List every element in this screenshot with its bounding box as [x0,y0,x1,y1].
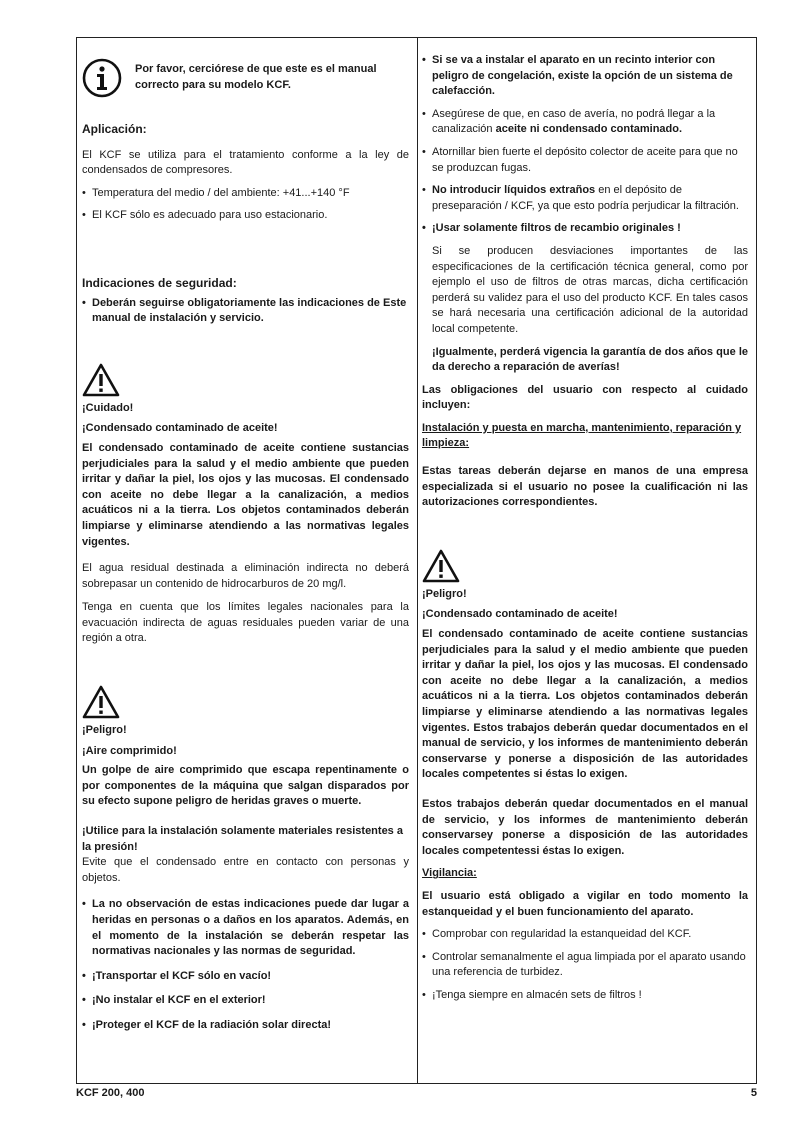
info-text: Por favor, cerciórese de que este es el manual correcto para su modelo KCF. [135,63,377,91]
caution-text: El condensado contaminado de aceite contiene sustancias perjudiciales para la salud y el medio ambiente que pueden irritar y dañar la piel, los ojos y las mucosas. El condensado con aceite no debe llegar a la canalización, a medios acuáticos ni a la tierra. Los objetos contaminados deberán limpiarse y eliminarse atendiendo a las normativas legales vigentes. [82,441,409,548]
left-column [82,40,409,1034]
danger-subtitle-right: ¡Condensado contaminado de aceite! [422,608,618,621]
surveillance-heading: Vigilancia: [422,867,477,880]
bullet-exterior: • ¡No instalar el KCF en el exterior! [82,993,409,1009]
danger-subtitle: ¡Aire comprimido! [82,744,177,757]
waste-water-text: El agua residual destinada a eliminación indirecta no deberá sobrepasar un contenido de hidrocarburos de 20 mg/l. [82,562,409,590]
bullet-non-observation: • La no observación de estas indicaciones puede dar lugar a heridas en personas o a daños en los aparatos. Además, en el momento de la instalación se deberán respetar las normativas nacionales y las normas de seguridad. [82,897,409,959]
application-heading: Aplicación: [82,122,147,136]
installation-text: Estas tareas deberán dejarse en manos de una empresa especializada si el usuario no posee la cualificación ni las autorizaciones correspondientes. [422,465,748,509]
bullet-original-filters: • ¡Usar solamente filtros de recambio originales ! [422,221,748,237]
warning-triangle-icon [82,685,120,719]
bullet-check-tightness: • Comprobar con regularidad la estanqueidad del KCF. [422,927,748,943]
warning-triangle-icon [82,363,120,397]
danger-text-right: El condensado contaminado de aceite contiene sustancias perjudiciales para la salud y el medio ambiente que pueden irritar y dañar la piel, los ojos y las mucosas. El condensado con aceite no debe llegar a la canalización, a medios acuáticos ni a la tierra. Los objetos contaminados deberán limpiarse y eliminarse atendiendo a las normativas legales vigentes. Estos trabajos deberán quedar documentados en el manual de servicio, y los informes de mantenimiento deberán conservarse y ponerse a disposición de las autoridades locales competentes si éstas lo exigen. [422,628,748,781]
pressure-warning: ¡Utilice para la instalación solamente materiales resistentes a la presión! [82,825,403,853]
documentation-text: Estos trabajos deberán quedar documentados en el manual de servicio, y los informes de mantenimiento deberán conservarsey ponerse a disposición de las autoridades locales competentessi éstas lo exigen. [422,797,748,857]
bullet-water-control: • Controlar semanalmente el agua limpiada por el aparato usando una referencia de turbidez. [422,950,748,981]
pressure-text: Evite que el condensado entre en contacto con personas y objetos. [82,856,409,884]
bullet-filter-stock: • ¡Tenga siempre en almacén sets de filtros ! [422,988,748,1004]
info-icon [82,58,122,98]
application-text: El KCF se utiliza para el tratamiento conforme a la ley de condensados de compresores. [82,148,409,177]
caution-title: ¡Cuidado! [82,401,134,414]
installation-heading: Instalación y puesta en marcha, mantenimiento, reparación y limpieza: [422,421,742,450]
obligations-text: Las obligaciones del usuario con respecto al cuidado incluyen: [422,383,748,412]
column-divider [417,37,418,1084]
bullet-transport: • ¡Transportar el KCF sólo en vacío! [82,969,409,985]
application-bullet-temperature: • Temperatura del medio / del ambiente: +41...+140 °F [82,186,409,202]
surveillance-text: El usuario está obligado a vigilar en todo momento la estanqueidad y el buen funcionamiento del aparato. [422,889,748,918]
safety-heading: Indicaciones de seguridad: [82,275,237,290]
danger-text: Un golpe de aire comprimido que escapa repentinamente o por componentes de la máquina que salgan disparados por su efecto supone peligro de heridas graves o muerte. [82,764,409,808]
bullet-frost: • Si se va a instalar el aparato en un recinto interior con peligro de congelación, existe la opción de un sistema de calefacción. [422,53,748,100]
right-column [422,40,748,1004]
danger-title-right: ¡Peligro! [422,587,467,600]
page-number: 5 [750,1087,757,1099]
footer-model: KCF 200, 400 [76,1087,145,1099]
warning-triangle-icon [422,549,460,583]
bullet-solar: • ¡Proteger el KCF de la radiación solar directa! [82,1018,409,1034]
legal-limits-text: Tenga en cuenta que los límites legales nacionales para la evacuación indirecta de aguas residuales pueden variar de una región a otra. [82,601,409,645]
bullet-screw: • Atornillar bien fuerte el depósito colector de aceite para que no se produzcan fugas. [422,145,748,176]
info-notice [82,58,409,98]
bullet-foreign-liquids: • No introducir líquidos extraños en el depósito de preseparación / KCF, ya que esto podría perjudicar la filtración. [422,183,748,214]
danger-title: ¡Peligro! [82,724,127,737]
application-bullet-stationary: • El KCF sólo es adecuado para uso estacionario. [82,208,409,224]
warranty-text: ¡Igualmente, perderá vigencia la garantía de dos años que le da derecho a reparación de averías! [432,345,748,374]
safety-bullet: • Deberán seguirse obligatoriamente las indicaciones de Este manual de instalación y servicio. [82,296,409,327]
caution-subtitle: ¡Condensado contaminado de aceite! [82,422,278,435]
filters-certification-text: Si se producen desviaciones importantes de las especificaciones de la certificación técnica general, como por ejemplo el uso de filtros de otras marcas, dicha certificación perderá su validez para el uso del producto KCF. En tales casos se hará necesaria una certificación adicional de la autoridad local competente. [432,244,748,335]
bullet-fault: • Asegúrese de que, en caso de avería, no podrá llegar a la canalización aceite ni condensado contaminado. [422,107,748,138]
